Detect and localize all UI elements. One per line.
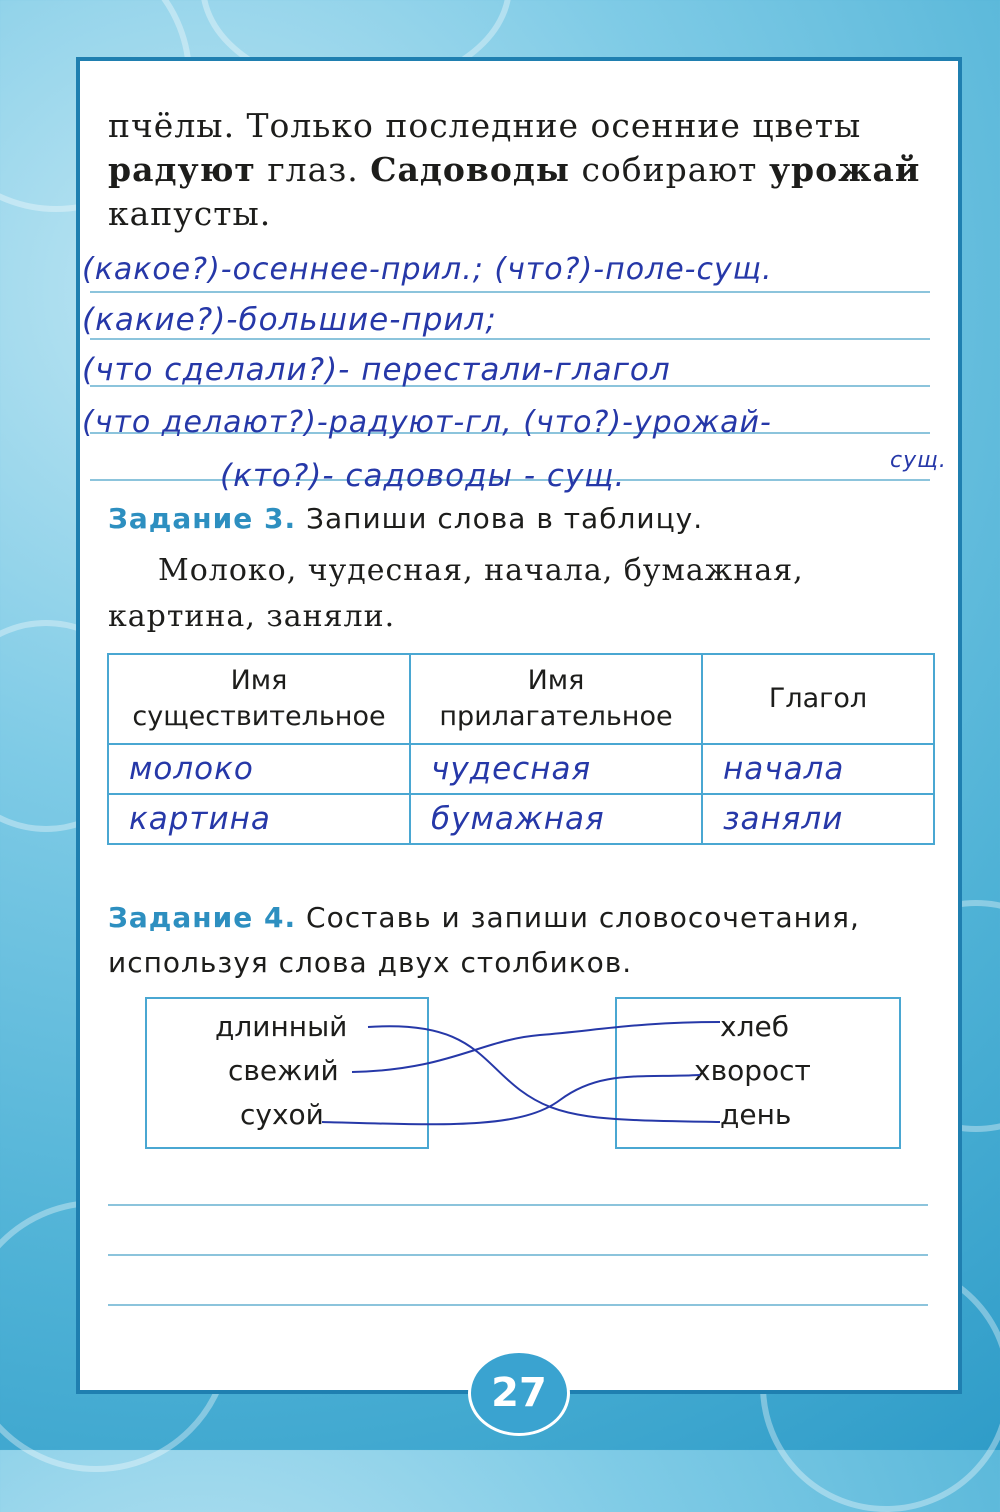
right-word: день [720,1098,792,1131]
right-word: хлеб [720,1010,789,1043]
task-3-instruction: Запиши слова в таблицу. [306,502,704,535]
left-word: свежий [228,1054,339,1087]
column-header-line: Имя [230,665,288,696]
text-line-3: капусты. [108,194,272,233]
connector-line [368,1026,720,1122]
column-header-line: Глагол [768,683,868,714]
table-cell: начала [702,744,934,794]
words-line-1: Молоко, чудесная, начала, бумажная, [158,553,804,588]
column-header-line: Имя [527,665,585,696]
handwritten-answer: (какие?)-большие-прил; [82,302,497,338]
task-4-instruction-2: используя слова двух столбиков. [108,946,633,979]
table-cell: заняли [702,794,934,844]
connector-line [352,1022,720,1072]
left-word: сухой [240,1098,324,1131]
column-header-line: прилагательное [439,701,673,732]
page-number: 27 [468,1350,570,1436]
answer-line [108,1158,928,1206]
column-header-line: существительное [132,701,386,732]
left-word: длинный [215,1010,348,1043]
text-fragment: собирают [569,150,769,189]
table-cell: чудесная [410,744,702,794]
handwritten-answer: (кто?)- садоводы - сущ. [220,458,626,494]
task-4-instruction-1: Составь и запиши словосочетания, [306,901,860,934]
text-line-1: пчёлы. Только последние осенние цветы [108,106,862,145]
bold-word: урожай [768,150,921,189]
task-3-heading: Задание 3. [108,502,297,535]
right-word: хворост [694,1054,811,1087]
handwritten-answer: (что сделали?)- перестали-глагол [82,352,671,388]
handwritten-answer: (какое?)-осеннее-прил.; (что?)-поле-сущ. [82,252,773,287]
table-cell: молоко [108,744,410,794]
answer-line [108,1258,928,1306]
table-cell: картина [108,794,410,844]
answer-line [108,1208,928,1256]
text-fragment: глаз. [255,150,371,189]
task-4-heading: Задание 4. [108,901,297,934]
handwritten-answer: (что делают?)-радуют-гл, (что?)-урожай- [82,405,772,440]
words-line-2: картина, заняли. [108,599,396,634]
bold-word: радуют [108,150,256,189]
handwritten-answer: сущ. [890,448,947,473]
table-cell: бумажная [410,794,702,844]
bold-word: Садоводы [370,150,570,189]
